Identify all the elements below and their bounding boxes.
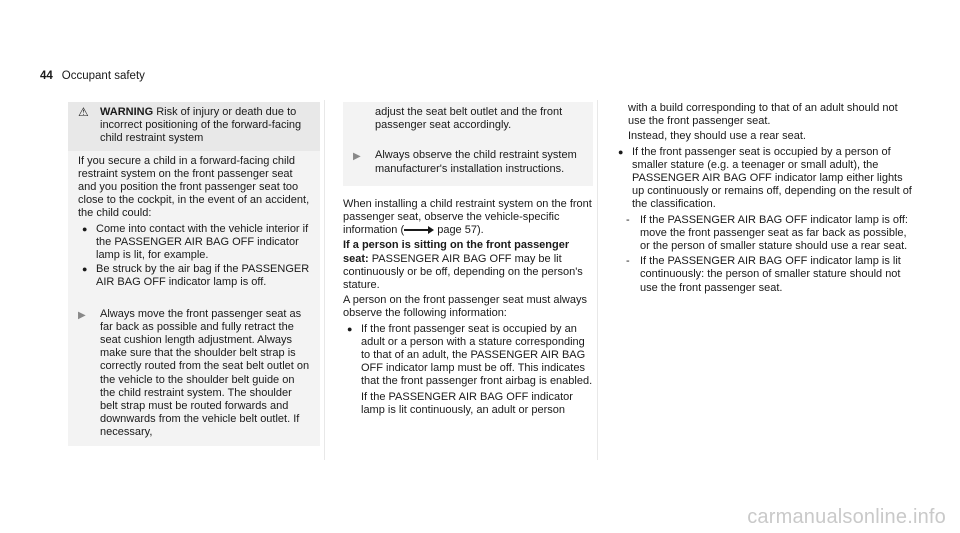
watermark: carmanualsonline.info	[747, 506, 946, 528]
page-header	[40, 70, 145, 82]
column-3	[614, 102, 914, 297]
bullet-icon: ●	[618, 146, 624, 157]
warning-instruction: ▶ Always observe the child restraint system manufacturer's installation instructions.	[343, 145, 593, 185]
page-number: 44	[40, 70, 53, 82]
bullet-icon: ●	[82, 223, 88, 234]
column-2	[343, 102, 593, 418]
list-subitem: - If the PASSENGER AIR BAG OFF indicator lamp is lit continuously: the person of smaller stature should not use the front passenger seat.	[626, 255, 901, 294]
list-item: ● Come into contact with the vehicle interior if the PASSENGER AIR BAG OFF indicator lamp is lit, for example.	[78, 223, 312, 263]
list-item: ● If the front passenger seat is occupied by an adult or a person with a stature corresponding to that of an adult, the PASSENGER AIR BAG OFF indicator lamp must be off. This indicates that the front passenger front airbag is enabled. If the PASSENGER AIR BAG OFF indicator lamp is lit continuously, an adult or person	[343, 323, 593, 417]
bullet-icon: ●	[82, 264, 88, 275]
instruction-arrow-icon: ▶	[353, 151, 361, 163]
section-title: Occupant safety	[61, 70, 145, 82]
column-divider	[597, 100, 598, 460]
warning-instruction: ▶ Always move the front passenger seat as far back as possible and fully retract the seat cushion length adjustment. Always make sure that the shoulder belt strap is correctly routed from the seat belt outlet on the vehicle to the shoulder belt guide on the child restraint system. The shoulder belt strap must be routed forwards and downwards from the vehicle belt outlet. If necessary,	[68, 304, 320, 446]
instruction-arrow-icon: ▶	[78, 309, 86, 321]
warning-header	[68, 102, 320, 151]
warning-label: WARNING	[100, 106, 154, 118]
column-divider	[324, 100, 325, 460]
warning-title: Risk of injury or death due to incorrect positioning of the forward-facing child restraint system	[100, 106, 302, 145]
body-paragraph: with a build corresponding to that of an adult should not use the front passenger seat.	[628, 102, 898, 128]
bullet-icon: ●	[347, 323, 353, 334]
list-subitem: - If the PASSENGER AIR BAG OFF indicator lamp is off: move the front passenger seat as far back as possible, or the person of smaller stature should use a rear seat.	[626, 213, 908, 253]
page-reference-link[interactable]: page 57	[437, 224, 477, 237]
list-item: ● Be struck by the air bag if the PASSENGER AIR BAG OFF indicator lamp is off.	[78, 263, 312, 289]
page-reference-arrow-icon	[404, 226, 434, 234]
warning-triangle-icon: ⚠	[78, 105, 89, 119]
body-paragraph: A person on the front passenger seat must always observe the following information:	[343, 294, 587, 320]
body-paragraph: If a person is sitting on the front passenger seat: PASSENGER AIR BAG OFF may be lit continuously or be off, depending on the person's stature.	[343, 239, 583, 292]
body-paragraph: When installing a child restraint system on the front passenger seat, observe the vehicle-specific information ( page 57).	[343, 197, 592, 237]
column-1	[68, 102, 320, 446]
warning-intro: If you secure a child in a forward-facing child restraint system on the front passenger seat and you position the front passenger seat too close to the cockpit, in the event of an accident, the child could:	[78, 154, 310, 220]
body-paragraph: Instead, they should use a rear seat.	[628, 130, 806, 143]
warning-body	[68, 151, 320, 297]
list-item: ● If the front passenger seat is occupied by a person of smaller stature (e.g. a teenager or small adult), the PASSENGER AIR BAG OFF indicator lamp either lights up continuously or remains off, depending on the result of the classification.	[614, 146, 914, 212]
warning-continuation: adjust the seat belt outlet and the front passenger seat accordingly.	[343, 102, 593, 138]
